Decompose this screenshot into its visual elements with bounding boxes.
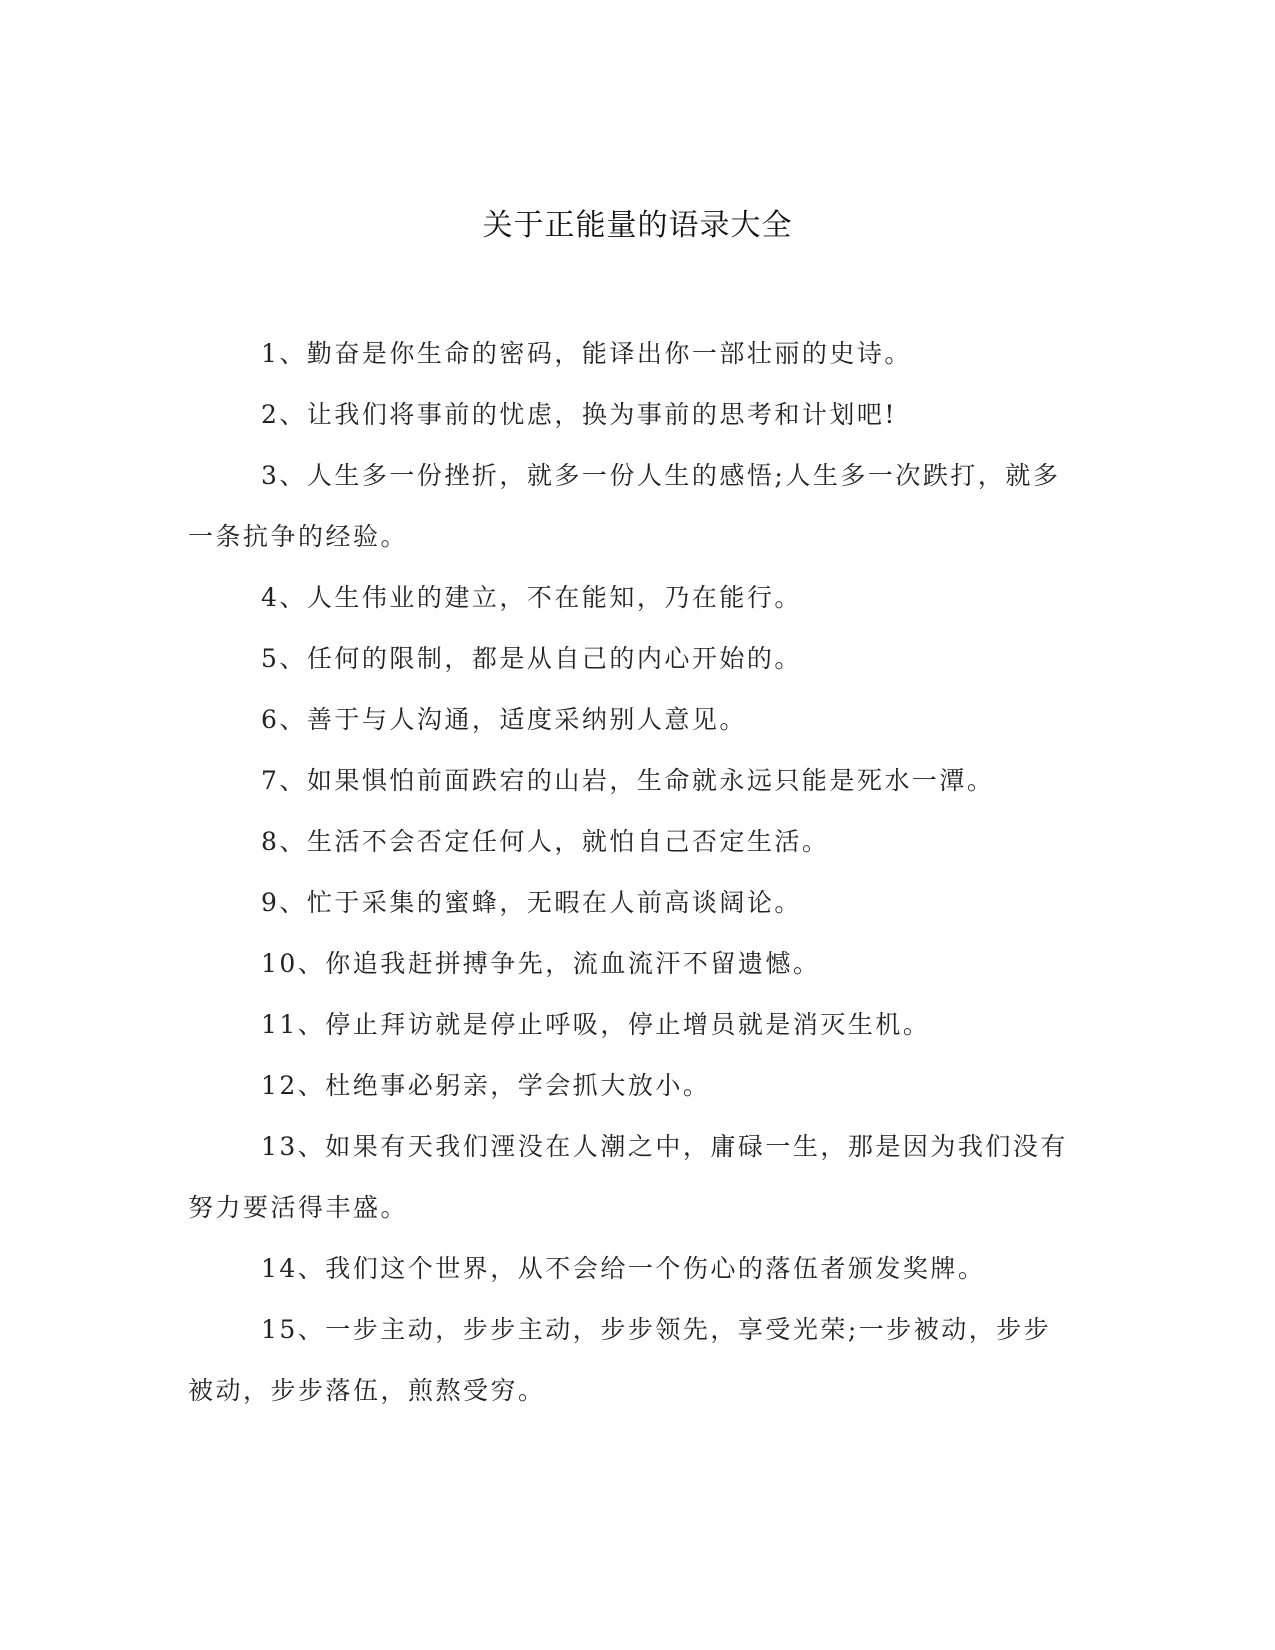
quote-paragraph-1: 1、勤奋是你生命的密码，能译出你一部壮丽的史诗。 (261, 339, 912, 368)
quote-paragraph-9: 9、忙于采集的蜜蜂，无暇在人前高谈阔论。 (261, 888, 802, 917)
quote-paragraph-10: 10、你追我赶拼搏争先，流血流汗不留遗憾。 (261, 949, 821, 978)
quote-list (188, 323, 1073, 1421)
quote-paragraph-15: 15、一步主动，步步主动，步步领先，享受光荣;一步被动，步步被动，步步落伍，煎熬受穷。 (188, 1315, 1052, 1405)
quote-paragraph-7: 7、如果惧怕前面跌宕的山岩，生命就永远只能是死水一潭。 (261, 766, 995, 795)
quote-paragraph-3: 3、人生多一份挫折，就多一份人生的感悟;人生多一次跌打，就多一条抗争的经验。 (188, 461, 1061, 551)
quote-paragraph-12: 12、杜绝事必躬亲，学会抓大放小。 (261, 1071, 711, 1100)
page-title: 关于正能量的语录大全 (482, 208, 793, 243)
quote-paragraph-4: 4、人生伟业的建立，不在能知，乃在能行。 (261, 583, 802, 612)
quote-paragraph-14: 14、我们这个世界，从不会给一个伤心的落伍者颁发奖牌。 (261, 1254, 986, 1283)
quote-paragraph-11: 11、停止拜访就是停止呼吸，停止增员就是消灭生机。 (261, 1010, 931, 1039)
quote-paragraph-6: 6、善于与人沟通，适度采纳别人意见。 (261, 705, 747, 734)
quote-paragraph-8: 8、生活不会否定任何人，就怕自己否定生活。 (261, 827, 830, 856)
quote-paragraph-2: 2、让我们将事前的忧虑，换为事前的思考和计划吧! (261, 400, 897, 429)
quote-paragraph-5: 5、任何的限制，都是从自己的内心开始的。 (261, 644, 802, 673)
quote-paragraph-13: 13、如果有天我们湮没在人潮之中，庸碌一生，那是因为我们没有努力要活得丰盛。 (188, 1132, 1068, 1222)
